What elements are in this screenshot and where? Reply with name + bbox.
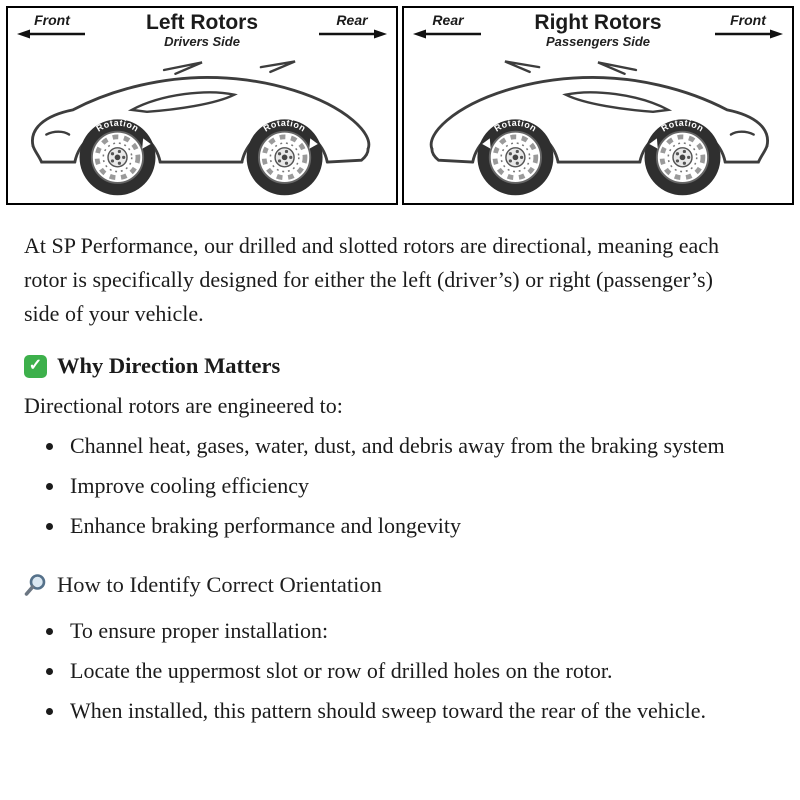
right-panel-header <box>404 8 792 49</box>
list-item: • To ensure proper installation: <box>66 614 752 647</box>
left-panel-titles <box>146 11 258 49</box>
right-panel-titles <box>534 11 661 49</box>
rotation-label: Rotation <box>492 117 539 134</box>
magnifier-icon <box>24 573 48 597</box>
section1-heading-text: Why Direction Matters <box>57 353 281 379</box>
section1-lead: Directional rotors are engineered to: <box>24 393 343 419</box>
list-item: • When installed, this pattern should sweep toward the rear of the vehicle. <box>66 694 752 727</box>
rotor-direction-article <box>0 205 800 761</box>
check-glyph: ✓ <box>28 357 43 375</box>
front-label: Front <box>34 12 70 28</box>
rear-rotor-wheel <box>247 118 323 196</box>
list-item: • Enhance braking performance and longevity <box>66 509 752 542</box>
rotation-label: Rotation <box>261 117 308 134</box>
section-heading-why-direction-matters <box>24 353 752 379</box>
rotation-label: Rotation <box>94 117 141 134</box>
left-arrow-icon <box>17 29 87 39</box>
car-illustration-left <box>8 51 396 201</box>
list-item: • Locate the uppermost slot or row of drilled holes on the rotor. <box>66 654 752 687</box>
left-arrow-icon <box>413 29 483 39</box>
check-icon <box>24 355 47 378</box>
section1-bullet-list <box>40 429 752 542</box>
panel-subtitle: Passengers Side <box>545 34 651 50</box>
right-arrow-icon <box>713 29 783 39</box>
rear-direction-label <box>412 13 484 39</box>
section2-heading-text: How to Identify Correct Orientation <box>57 572 382 598</box>
list-item: • Channel heat, gases, water, dust, and debris away from the braking system <box>66 429 752 462</box>
left-panel-header <box>8 8 396 49</box>
right-arrow-icon <box>317 29 387 39</box>
section2-bullet-list <box>40 614 752 727</box>
panel-title: Left Rotors <box>146 11 258 34</box>
list-item: • Improve cooling efficiency <box>66 469 752 502</box>
right-rotors-panel <box>402 6 794 205</box>
section-heading-identify-orientation <box>24 572 752 598</box>
front-rotor-wheel <box>645 118 721 196</box>
rotor-direction-diagram <box>0 0 800 205</box>
rear-direction-label <box>316 13 388 39</box>
front-label: Front <box>730 12 766 28</box>
rear-rotor-wheel <box>477 118 553 196</box>
rotation-label: Rotation <box>659 117 706 134</box>
front-direction-label <box>16 13 88 39</box>
front-direction-label <box>712 13 784 39</box>
rear-label: Rear <box>336 12 368 28</box>
intro-paragraph: At SP Performance, our drilled and slotted rotors are directional, meaning each rotor is specifically designed for either the left (driver’s) or right (passenger’s) side of your vehicle. <box>24 233 720 327</box>
panel-title: Right Rotors <box>534 11 662 34</box>
car-illustration-right <box>404 51 792 201</box>
rear-label: Rear <box>432 12 464 28</box>
front-rotor-wheel <box>80 118 156 196</box>
panel-subtitle: Drivers Side <box>164 34 240 50</box>
left-rotors-panel <box>6 6 398 205</box>
